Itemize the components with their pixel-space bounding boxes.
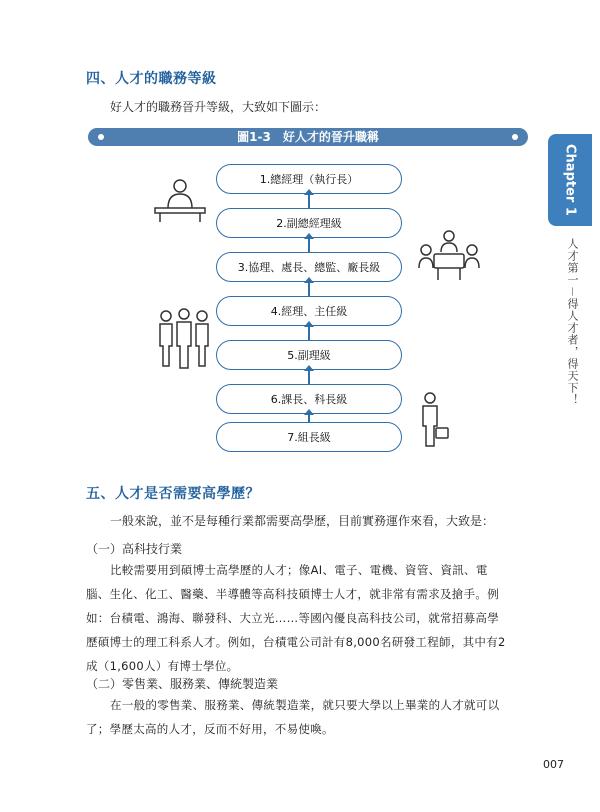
paragraph [86,693,526,741]
section-intro: 一般來說，並不是每種行業都需要高學歷，目前實務運作來看，大致是： [110,514,495,528]
level-pill: 4.經理、主任級 [216,296,402,326]
executive-desk-icon [150,178,210,224]
figure-title: 圖1-3 好人才的晉升職稱 [237,130,379,144]
level-pill: 6.課長、科長級 [216,384,402,414]
paragraph-line: 如：台積電、鴻海、聯發科、大立光……等國內優良高科技公司，就常招募高學 [86,611,499,625]
section-intro: 好人才的職務晉升等級，大致如下圖示： [110,100,327,114]
paragraph-line: 成（1,600人）有博士學位。 [86,659,239,673]
worker-briefcase-icon [418,392,450,448]
level-pill: 1.總經理（執行長） [216,164,402,194]
paragraph-line: 歷碩博士的理工科系人才。例如，台積電公司計有8,000名研發工程師，其中有2 [86,635,506,649]
arrow-up-icon [308,194,310,208]
subsection-heading: （一）高科技行業 [86,542,183,556]
level-pill: 2.副總經理級 [216,208,402,238]
meeting-icon [416,228,482,284]
paragraph-line: 腦、生化、化工、醫藥、半導體等高科技碩博士人才，就非常有需求及搶手。例 [86,587,499,601]
subsection-heading: （二）零售業、服務業、傳統製造業 [86,677,279,691]
level-pill: 5.副理級 [216,340,402,370]
section-heading: 五、人才是否需要高學歷？ [86,486,260,502]
paragraph-line: 比較需要用到碩博士高學歷的人才；像AI、電子、電機、資管、資訊、電 [110,563,488,577]
arrow-up-icon [308,370,310,384]
team-icon [156,306,212,370]
arrow-up-icon [308,238,310,252]
chapter-label: Chapter 1 [562,144,578,216]
level-pill: 7.組長級 [216,422,402,452]
page-number: 007 [543,758,564,771]
level-pill: 3.協理、處長、總監、廠長級 [216,252,402,282]
paragraph-line: 了；學歷太高的人才，反而不好用，不易使喚。 [86,722,334,736]
chapter-subtitle: 人才第一－得人才者，得天下！ [566,238,579,406]
paragraph-line: 在一般的零售業、服務業、傳統製造業，就只要大學以上畢業的人才就可以 [110,698,500,712]
section-heading: 四、人才的職務等級 [86,71,217,87]
arrow-up-icon [308,326,310,340]
arrow-up-icon [308,282,310,296]
paragraph [86,558,526,678]
